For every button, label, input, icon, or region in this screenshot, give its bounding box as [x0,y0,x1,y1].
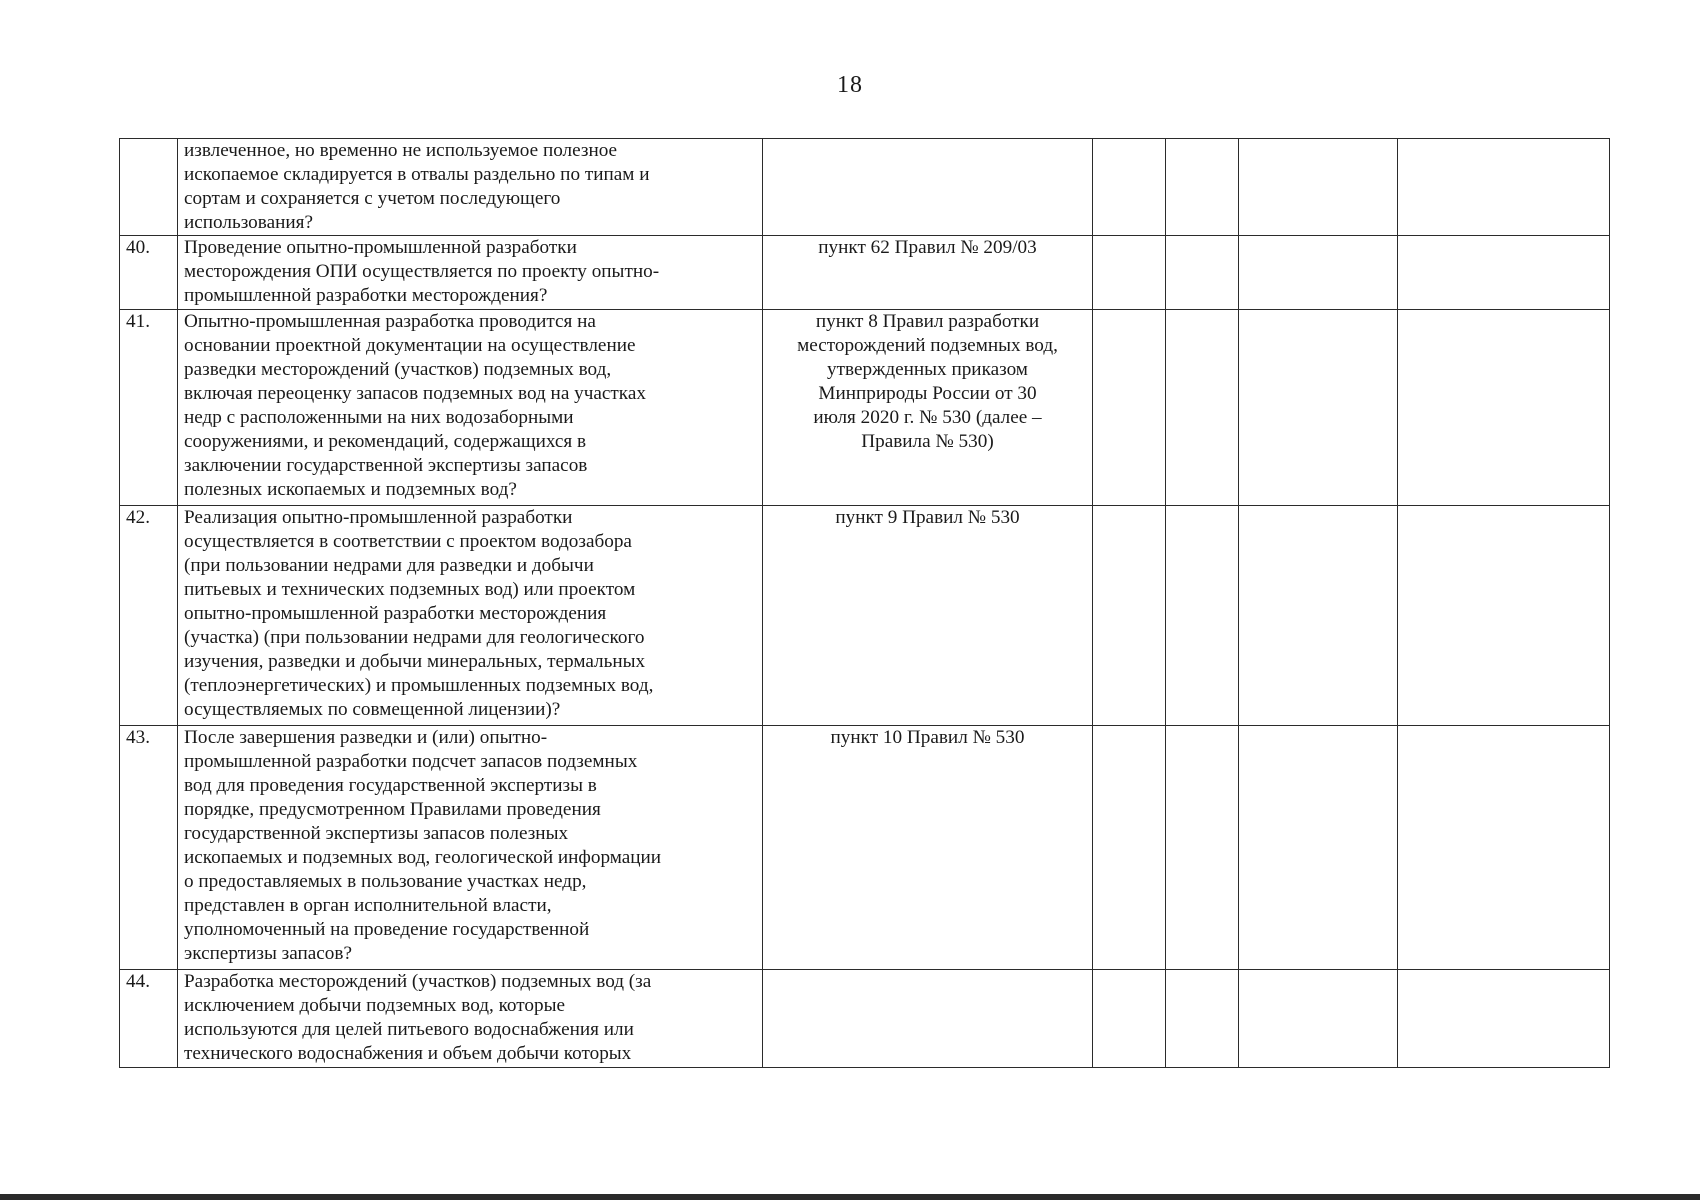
question-cell [178,506,763,726]
answer-cell-no [1166,139,1239,236]
table-row [120,726,1610,970]
question-text: Проведение опытно-промышленной разработки месторождения ОПИ осуществляется по проекту опытно- промышленной разработки месторождения? [184,237,660,306]
legal-basis-cell [763,139,1093,236]
answer-cell-not-applicable [1239,970,1398,1068]
answer-cell-no [1166,236,1239,310]
question-cell [178,236,763,310]
question-text: После завершения разведки и (или) опытно- промышленной разработки подсчет запасов подземных вод для проведения государственной экспертизы в порядке, предусмотренном Правилами проведения государственной экспертизы запасов полезных ископаемых и подземных вод, геологической информации о предоставляемых в пользование участках недр, представлен в орган исполнительной власти, уполномоченный на проведение государственной экспертизы запасов? [184,727,662,964]
answer-cell-no [1166,310,1239,506]
question-text: Реализация опытно-промышленной разработки осуществляется в соответствии с проектом водозабора (при пользовании недрами для разведки и добычи питьевых и технических подземных вод) или проектом опытно-промышленной разработки месторождения (участка) (при пользовании недрами для геологического изучения, разведки и добычи минеральных, термальных (теплоэнергетических) и промышленных подземных вод, осуществляемых по совмещенной лицензии)? [184,507,654,720]
legal-basis-cell [763,236,1093,310]
legal-basis-text: пункт 62 Правил № 209/03 [818,237,1037,258]
page-number: 18 [837,72,863,98]
table-row [120,506,1610,726]
question-cell [178,139,763,236]
remarks-cell [1398,726,1610,970]
legal-basis-text: пункт 10 Правил № 530 [830,727,1025,748]
row-number-cell: 44. [120,970,178,1068]
legal-basis-text: пункт 8 Правил разработки месторождений подземных вод, утвержденных приказом Минприроды России от 30 июля 2020 г. № 530 (далее – Правила № 530) [797,311,1058,452]
remarks-cell [1398,139,1610,236]
legal-basis-cell [763,310,1093,506]
answer-cell-yes [1093,506,1166,726]
answer-cell-no [1166,726,1239,970]
table-row [120,139,1610,236]
question-text: Разработка месторождений (участков) подземных вод (за исключением добычи подземных вод, которые используются для целей питьевого водоснабжения или технического водоснабжения и объем добычи которых [184,971,652,1064]
table-row [120,236,1610,310]
answer-cell-not-applicable [1239,310,1398,506]
remarks-cell [1398,236,1610,310]
answer-cell-yes [1093,139,1166,236]
legal-basis-cell [763,726,1093,970]
answer-cell-yes [1093,310,1166,506]
question-text: Опытно-промышленная разработка проводится на основании проектной документации на осуществление разведки месторождений (участков) подземных вод, включая переоценку запасов подземных вод на участках недр с расположенными на них водозаборными сооружениями, и рекомендаций, содержащихся в заключении государственной экспертизы запасов полезных ископаемых и подземных вод? [184,311,646,500]
remarks-cell [1398,506,1610,726]
legal-basis-cell [763,970,1093,1068]
answer-cell-no [1166,506,1239,726]
answer-cell-yes [1093,236,1166,310]
row-number-cell [120,139,178,236]
legal-basis-text: пункт 9 Правил № 530 [835,507,1020,528]
answer-cell-yes [1093,970,1166,1068]
answer-cell-not-applicable [1239,139,1398,236]
table-row [120,970,1610,1068]
answer-cell-no [1166,970,1239,1068]
remarks-cell [1398,310,1610,506]
question-text: извлеченное, но временно не используемое полезное ископаемое складируется в отвалы раздельно по типам и сортам и сохраняется с учетом последующего использования? [184,140,650,233]
scan-edge [0,1194,1700,1200]
row-number-cell: 43. [120,726,178,970]
row-number-cell: 41. [120,310,178,506]
question-cell [178,970,763,1068]
answer-cell-not-applicable [1239,726,1398,970]
answer-cell-yes [1093,726,1166,970]
remarks-cell [1398,970,1610,1068]
answer-cell-not-applicable [1239,506,1398,726]
question-cell [178,726,763,970]
question-cell [178,310,763,506]
answer-cell-not-applicable [1239,236,1398,310]
row-number-cell: 42. [120,506,178,726]
table-row [120,310,1610,506]
row-number-cell: 40. [120,236,178,310]
legal-basis-cell [763,506,1093,726]
checklist-table [119,138,1610,1068]
